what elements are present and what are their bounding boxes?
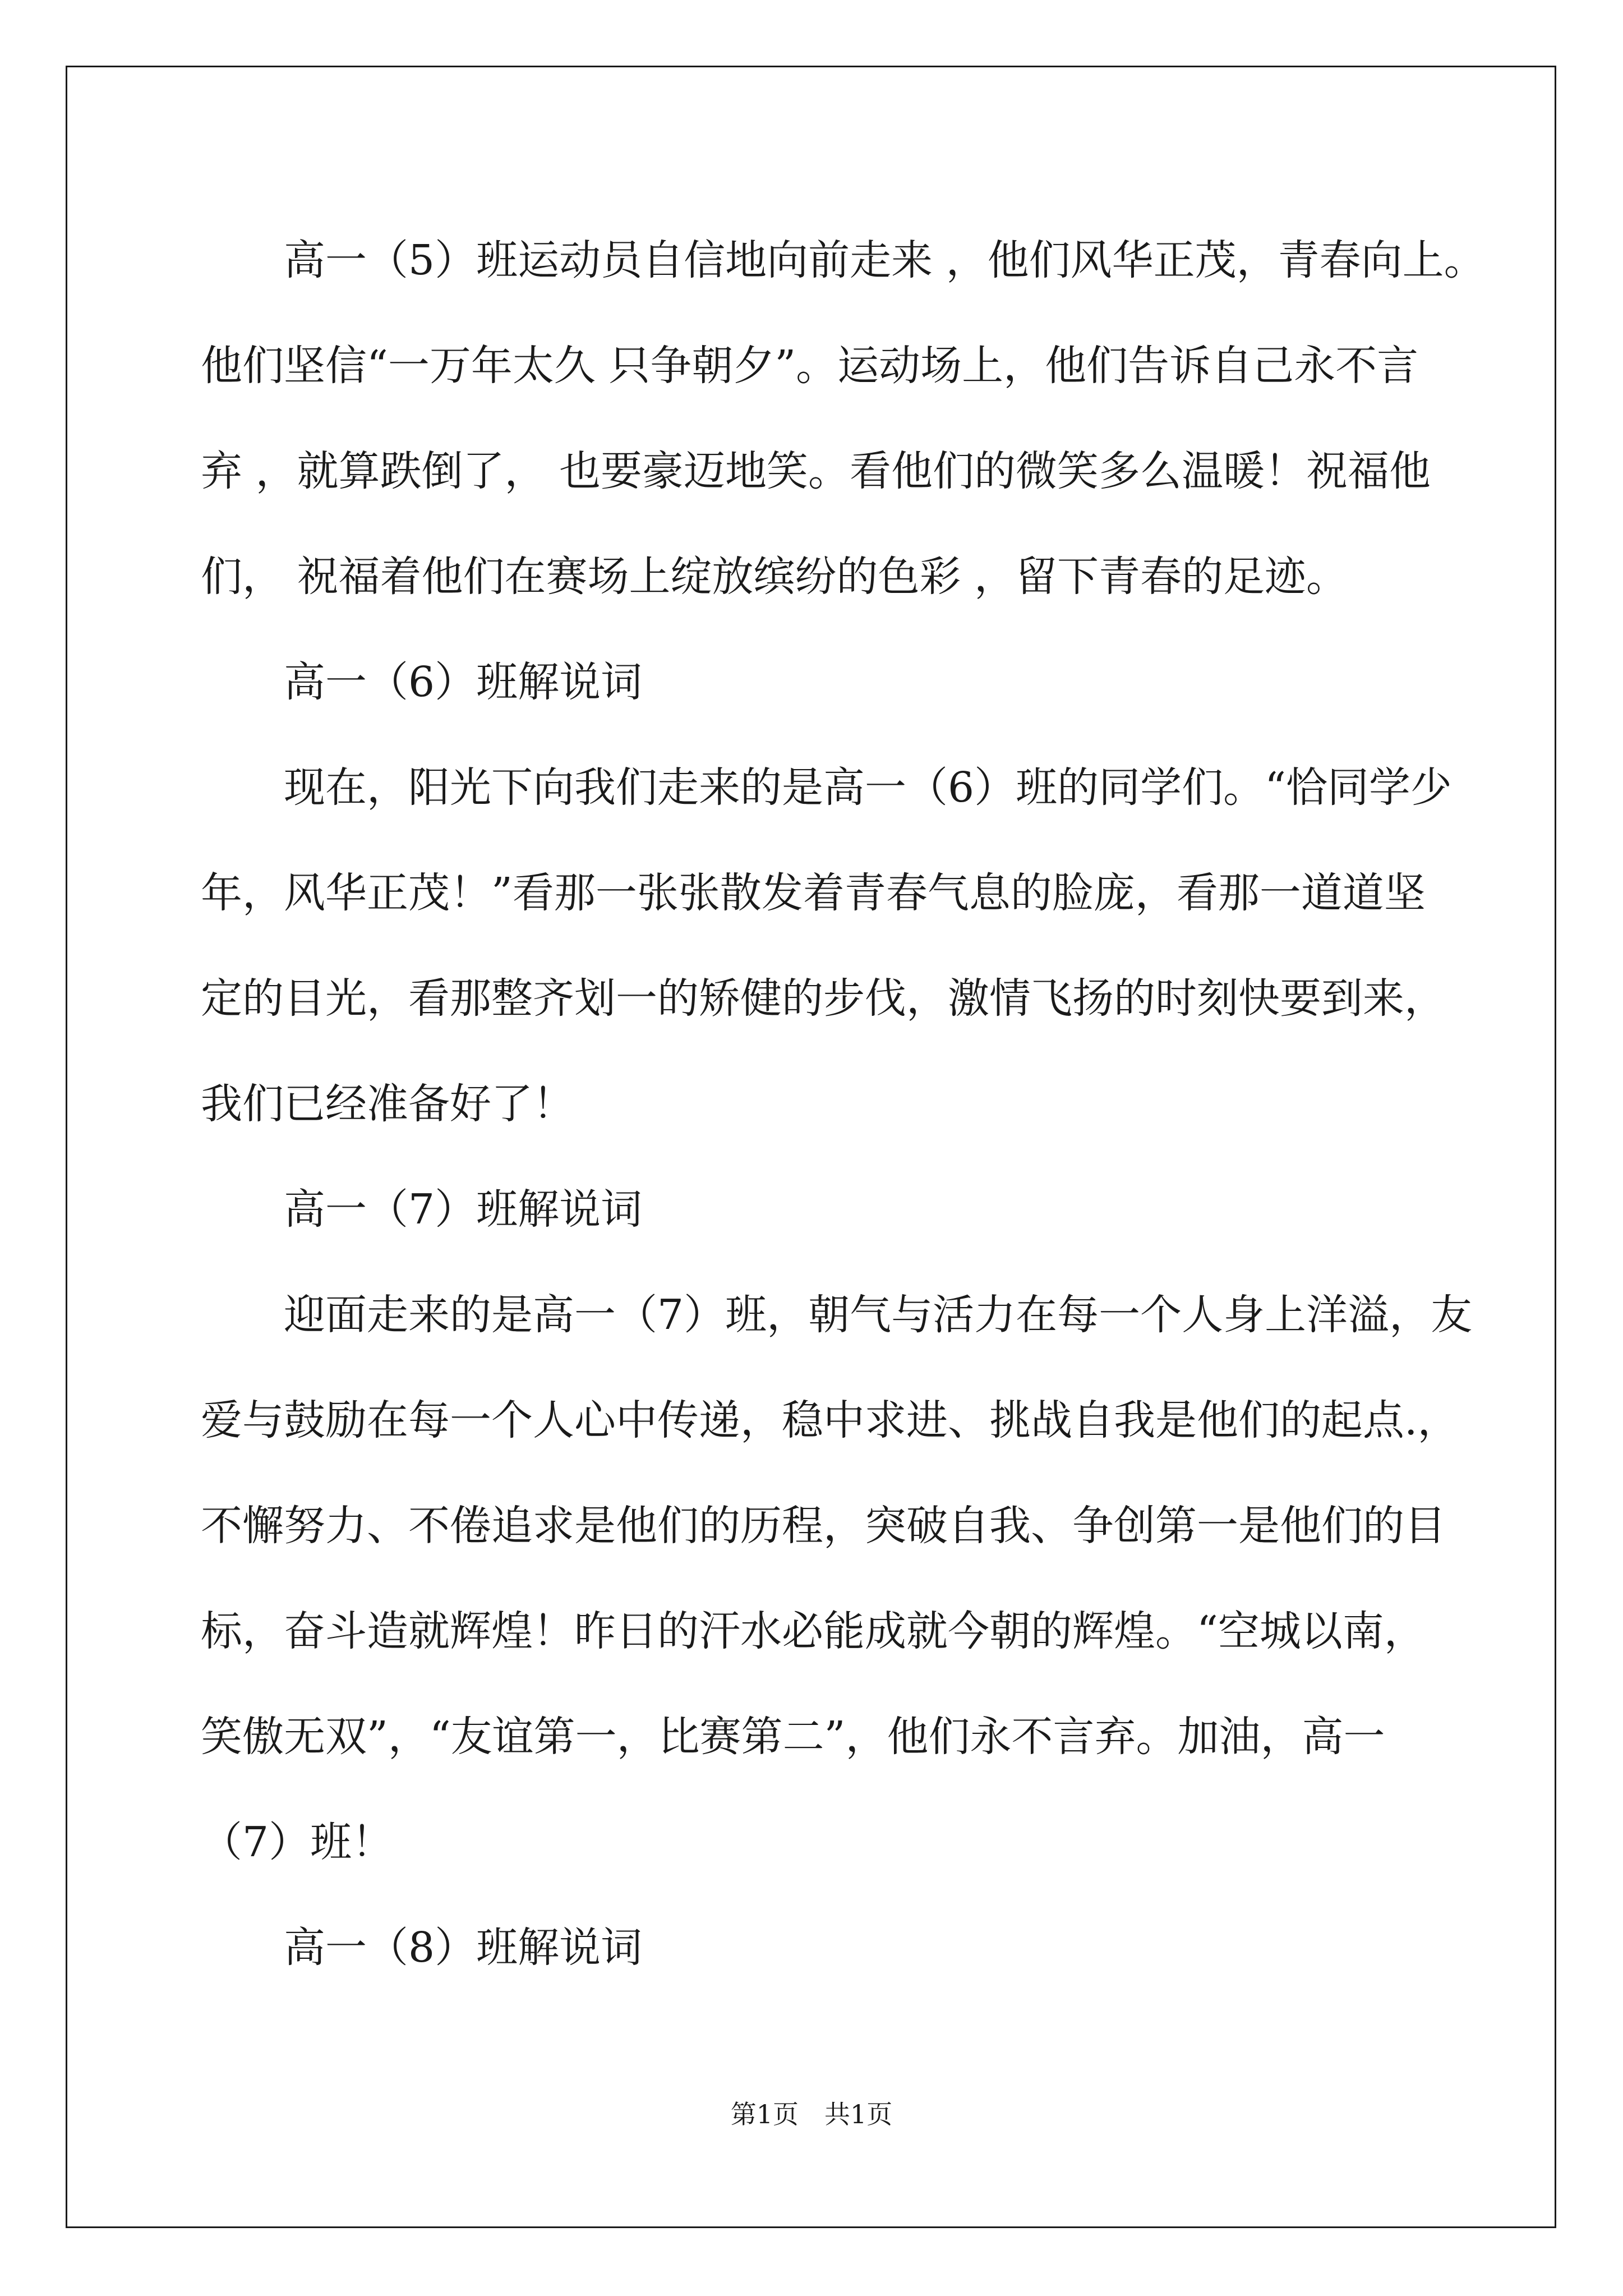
text-line: 现在，阳光下向我们走来的是高一（6）班的同学们。“恰同学少 bbox=[284, 763, 1452, 812]
text-line: 弃 ，就算跌倒了， 也要豪迈地笑。看他们的微笑多么温暖！祝福他 bbox=[201, 447, 1431, 495]
text-line: 不懈努力、不倦追求是他们的历程，突破自我、争创第一是他们的目 bbox=[201, 1502, 1446, 1550]
text-line: 年，风华正茂！”看那一张张散发着青春气息的脸庞，看那一道道坚 bbox=[201, 869, 1426, 917]
text-line: 笑傲无双”，“友谊第一，比赛第二”，他们永不言弃。加油，高一 bbox=[201, 1713, 1385, 1761]
text-line: 标，奋斗造就辉煌！昨日的汗水必能成就今朝的辉煌。“空城以南， bbox=[201, 1607, 1426, 1655]
text-line: 爱与鼓励在每一个人心中传递，稳中求进、挑战自我是他们的起点.， bbox=[201, 1396, 1459, 1444]
text-line: 他们坚信“一万年太久 只争朝夕”。运动场上，他们告诉自己永不言 bbox=[201, 342, 1419, 390]
text-line: 我们已经准备好了！ bbox=[201, 1080, 574, 1128]
section-heading: 高一（7）班解说词 bbox=[284, 1185, 643, 1234]
section-heading: 高一（6）班解说词 bbox=[284, 658, 643, 706]
text-line: 迎面走来的是高一（7）班，朝气与活力在每一个人身上洋溢，友 bbox=[284, 1291, 1473, 1339]
text-line: 们， 祝福着他们在赛场上绽放缤纷的色彩 ，留下青春的足迹。 bbox=[201, 553, 1348, 601]
text-line: 定的目光，看那整齐划一的矫健的步伐，激情飞扬的时刻快要到来， bbox=[201, 974, 1446, 1023]
text-line: 高一（5）班运动员自信地向前走来 ，他们风华正茂，青春向上。 bbox=[284, 236, 1486, 284]
page-number-footer: 第1页 共1页 bbox=[730, 2099, 893, 2129]
section-heading: 高一（8）班解说词 bbox=[284, 1924, 643, 1972]
document-body bbox=[201, 208, 1486, 2000]
text-line: （7）班！ bbox=[201, 1818, 394, 1866]
